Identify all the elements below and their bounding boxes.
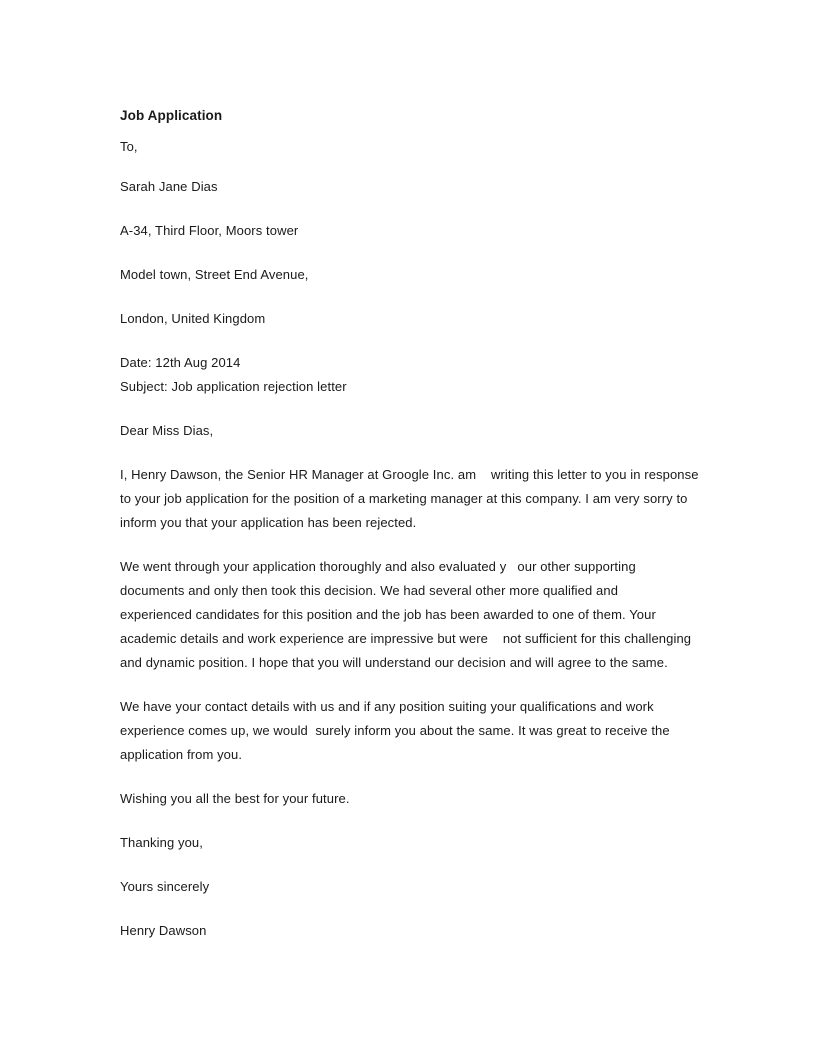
paragraph2-line4: academic details and work experience are impressive but were not sufficient for this challenging <box>120 631 692 646</box>
recipient-address-line1: A-34, Third Floor, Moors tower <box>120 223 299 238</box>
letter-subject: Subject: Job application rejection letter <box>120 379 347 394</box>
greeting: Dear Miss Dias, <box>120 423 214 438</box>
paragraph2-line1: We went through your application thoroughly and also evaluated y our other supporting <box>120 559 636 574</box>
recipient-address-line2: Model town, Street End Avenue, <box>120 267 309 282</box>
paragraph2-line3: experienced candidates for this position and the job has been awarded to one of them. Your <box>120 607 656 622</box>
paragraph1-line2: to your job application for the position of a marketing manager at this company. I am very sorry to <box>120 491 688 506</box>
signature-name: Henry Dawson <box>120 923 207 938</box>
paragraph1-line1: I, Henry Dawson, the Senior HR Manager at Groogle Inc. am writing this letter to you in response <box>120 467 699 482</box>
closing-line: Yours sincerely <box>120 879 210 894</box>
recipient-name: Sarah Jane Dias <box>120 179 218 194</box>
to-line: To, <box>120 139 138 154</box>
thanks-line: Thanking you, <box>120 835 203 850</box>
document-title: Job Application <box>120 108 223 123</box>
paragraph2-line2: documents and only then took this decision. We had several other more qualified and <box>120 583 619 598</box>
letter-date: Date: 12th Aug 2014 <box>120 355 241 370</box>
wishes-line: Wishing you all the best for your future. <box>120 791 350 806</box>
paragraph3-line2: experience comes up, we would surely inform you about the same. It was great to receive the <box>120 723 670 738</box>
paragraph3-line1: We have your contact details with us and if any position suiting your qualifications and work <box>120 699 654 714</box>
paragraph2-line5: and dynamic position. I hope that you will understand our decision and will agree to the same. <box>120 655 668 670</box>
recipient-address-line3: London, United Kingdom <box>120 311 266 326</box>
paragraph3-line3: application from you. <box>120 747 243 762</box>
paragraph1-line3: inform you that your application has been rejected. <box>120 515 417 530</box>
